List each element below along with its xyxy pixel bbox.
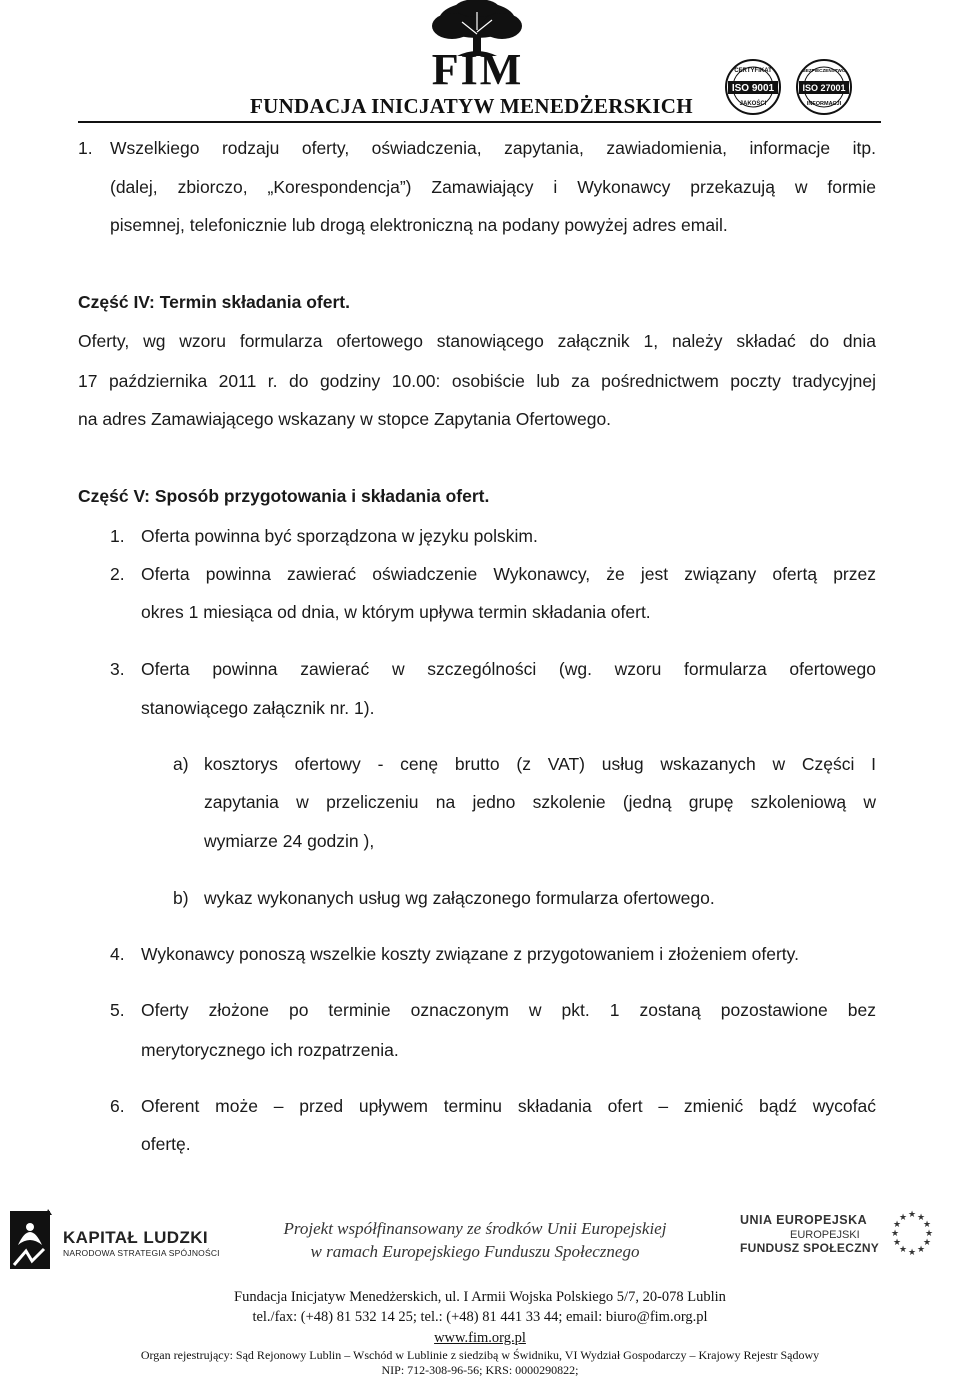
- organization-name: FUNDACJA INICJATYW MENEDŻERSKICH: [250, 94, 693, 118]
- footer-website-link[interactable]: www.fim.org.pl: [434, 1330, 526, 1346]
- svg-text:★: ★: [907, 1210, 917, 1220]
- part5-item1-text: Oferta powinna być sporządzona w języku polskim.: [141, 526, 538, 546]
- part5-item6-line1: Oferent może – przed upływem terminu składania ofert – zmienić bądź wycofać: [141, 1096, 876, 1116]
- footer-contact: tel./fax: (+48) 81 532 14 25; tel.: (+48) 81 441 33 44; email: biuro@fim.org.pl: [252, 1309, 708, 1325]
- part5-item2-number: 2.: [110, 564, 125, 584]
- iso-9001-certificate-badge: [724, 58, 782, 116]
- svg-text:★: ★: [924, 1229, 934, 1239]
- svg-text:★: ★: [916, 1245, 926, 1255]
- part5-item2-line1: Oferta powinna zawierać oświadczenie Wykonawcy, że jest związany ofertą przez: [141, 564, 876, 584]
- iso-27001-certificate-badge: [795, 58, 853, 116]
- kapital-ludzki-subtitle: NARODOWA STRATEGIA SPÓJNOŚCI: [63, 1248, 220, 1258]
- part5-item1-number: 1.: [110, 526, 125, 546]
- cert1-bottom: JAKOŚCI: [739, 101, 767, 107]
- eu-stars-flag-icon: [883, 1205, 941, 1259]
- svg-text:★: ★: [922, 1238, 932, 1248]
- subitem-a-line2: zapytania w przeliczeniu na jedno szkolenie (jedną grupę szkoleniową w: [204, 792, 876, 812]
- subitem-a-line3: wymiarze 24 godzin ),: [204, 831, 375, 851]
- part5-item5-line1: Oferty złożone po terminie oznaczonym w pkt. 1 zostaną pozostawione bez: [141, 1000, 876, 1020]
- part5-item5-line2: merytorycznego ich rozpatrzenia.: [141, 1040, 399, 1060]
- project-line-1: Projekt współfinansowany ze środków Unii Europejskiej: [283, 1219, 667, 1238]
- header-divider: [78, 121, 881, 123]
- part4-line3: na adres Zamawiającego wskazany w stopce Zapytania Ofertowego.: [78, 409, 612, 429]
- kapital-ludzki-title: KAPITAŁ LUDZKI: [63, 1228, 209, 1247]
- part4-line2: 17 października 2011 r. do godziny 10.00: osobiście lub za pośrednictwem poczty tradycyjnej: [78, 371, 876, 391]
- item1-line2: (dalej, zbiorczo, „Korespondencja”) Zamawiający i Wykonawcy przekazują w formie: [110, 177, 876, 197]
- kapital-ludzki-logo-icon: [8, 1205, 58, 1275]
- part5-item6-number: 6.: [110, 1096, 125, 1116]
- part5-item3-line2: stanowiącego załącznik nr. 1).: [141, 698, 375, 718]
- cert2-top: BEZPIECZEŃSTWO: [802, 68, 846, 73]
- svg-text:★: ★: [922, 1220, 932, 1230]
- ue-line-3: FUNDUSZ SPOŁECZNY: [740, 1241, 880, 1255]
- item1-line3: pisemnej, telefonicznie lub drogą elektroniczną na podany powyżej adres email.: [110, 215, 728, 235]
- fim-logo-text: FIM: [431, 45, 524, 94]
- svg-text:★: ★: [892, 1238, 902, 1248]
- subitem-a-line1: kosztorys ofertowy - cenę brutto (z VAT) usług wskazanych w Części I: [204, 754, 876, 774]
- item1-number: 1.: [78, 138, 93, 158]
- part5-item4-number: 4.: [110, 944, 125, 964]
- part4-line1: Oferty, wg wzoru formularza ofertowego stanowiącego załącznik 1, należy składać do dnia: [78, 331, 876, 351]
- item1-line1: Wszelkiego rodzaju oferty, oświadczenia, zapytania, zawiadomienia, informacje itp.: [110, 138, 876, 158]
- footer-ids: NIP: 712-308-96-56; KRS: 0000290822;: [381, 1363, 579, 1377]
- subitem-b-text: wykaz wykonanych usług wg załączonego formularza ofertowego.: [204, 888, 715, 908]
- footer-address: Fundacja Inicjatyw Menedżerskich, ul. I Armii Wojska Polskiego 5/7, 20-078 Lublin: [234, 1289, 726, 1305]
- cert1-top: CERTYFIKAT: [734, 68, 772, 74]
- cert1-main: ISO 9001: [731, 83, 775, 94]
- part5-item3-number: 3.: [110, 659, 125, 679]
- footer-registry: Organ rejestrujący: Sąd Rejonowy Lublin – Wschód w Lublinie z siedzibą w Świdniku, VI Wydział Gospodarczy – Krajowy Rejestr Sądowy: [140, 1348, 820, 1362]
- svg-text:★: ★: [890, 1229, 900, 1239]
- cert2-bottom: INFORMACJI: [806, 101, 842, 107]
- cert2-main: ISO 27001: [802, 83, 846, 93]
- ue-line-1: UNIA EUROPEJSKA: [740, 1213, 868, 1227]
- part5-item4-text: Wykonawcy ponoszą wszelkie koszty związane z przygotowaniem i złożeniem oferty.: [141, 944, 799, 964]
- svg-text:★: ★: [892, 1220, 902, 1230]
- project-line-2: w ramach Europejskiego Funduszu Społecznego: [310, 1242, 640, 1261]
- subitem-b-letter: b): [173, 888, 189, 908]
- part5-item5-number: 5.: [110, 1000, 125, 1020]
- svg-text:★: ★: [907, 1248, 917, 1258]
- svg-text:★: ★: [916, 1213, 926, 1223]
- svg-text:★: ★: [898, 1245, 908, 1255]
- part5-item6-line2: ofertę.: [141, 1134, 191, 1154]
- subitem-a-letter: a): [173, 754, 189, 774]
- part5-heading: Część V: Sposób przygotowania i składania ofert.: [78, 486, 490, 506]
- part5-item3-line1: Oferta powinna zawierać w szczególności (wg. wzoru formularza ofertowego: [141, 659, 876, 679]
- part4-heading: Część IV: Termin składania ofert.: [78, 292, 350, 312]
- part5-item2-line2: okres 1 miesiąca od dnia, w którym upływa termin składania ofert.: [141, 602, 651, 622]
- svg-text:★: ★: [898, 1213, 908, 1223]
- ue-line-2: EUROPEJSKI: [790, 1229, 860, 1241]
